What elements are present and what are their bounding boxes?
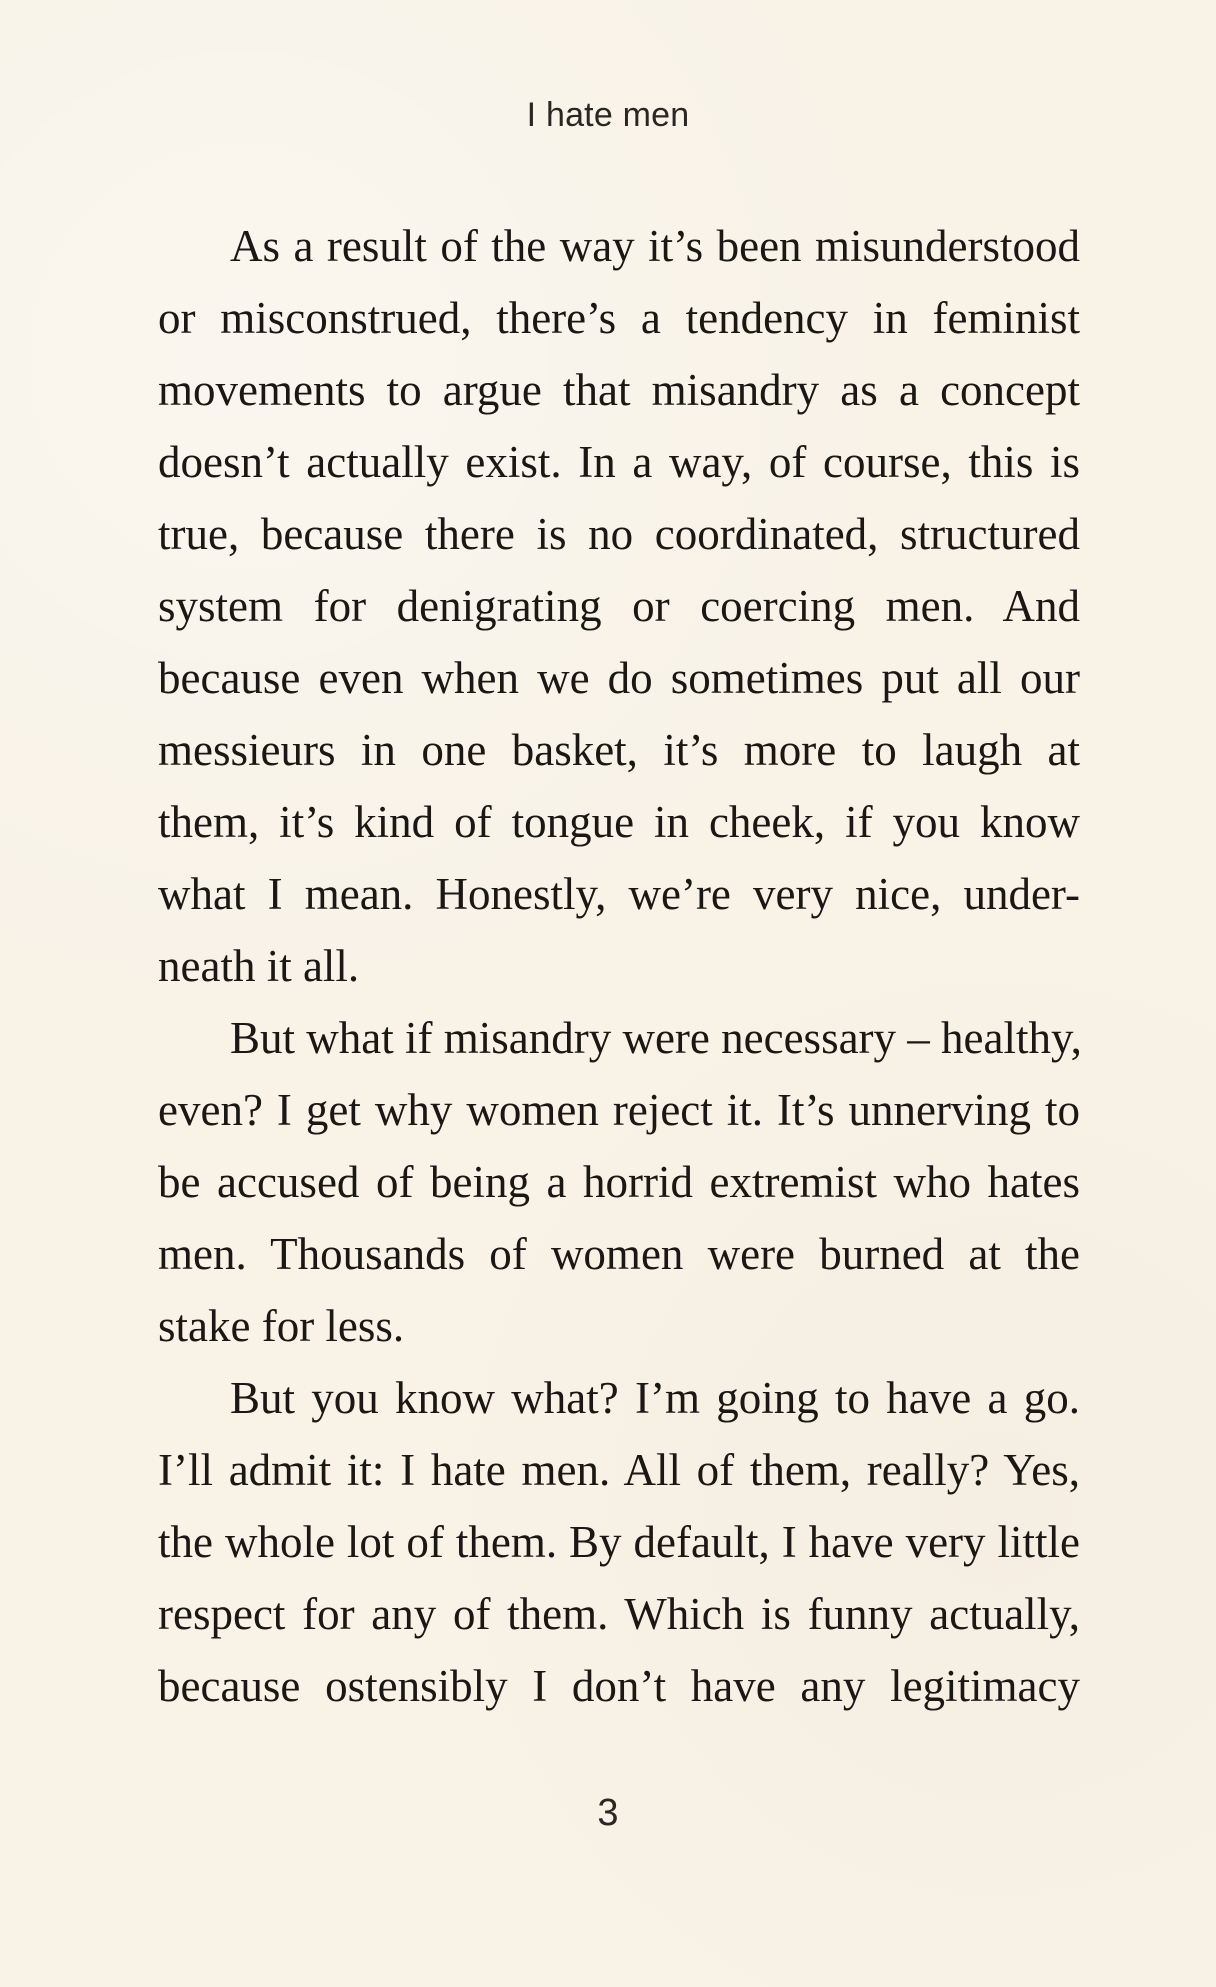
text-line: stake for less. (158, 1301, 405, 1351)
text-line: doesn’t actually exist. In a way, of course, this is (158, 437, 1080, 487)
text-line: neath it all. (158, 941, 360, 991)
text-line: men. Thousands of women were burned at the (158, 1229, 1080, 1279)
text-line: or misconstrued, there’s a tendency in feminist (158, 293, 1080, 343)
paragraph-2 (158, 1002, 1080, 1362)
text-line: what I mean. Honestly, we’re very nice, under- (158, 869, 1080, 919)
text-line: messieurs in one basket, it’s more to laugh at (158, 725, 1080, 775)
text-line: As a result of the way it’s been misunderstood (230, 221, 1080, 271)
text-line: be accused of being a horrid extremist who hates (158, 1157, 1080, 1207)
paragraph-1 (158, 210, 1080, 1002)
page-number: 3 (597, 1792, 619, 1834)
text-line: because ostensibly I don’t have any legitimacy (158, 1661, 1080, 1711)
text-line: But what if misandry were necessary – healthy, (230, 1013, 1082, 1063)
paragraph-3 (158, 1362, 1080, 1722)
running-head: I hate men (526, 96, 690, 134)
text-line: movements to argue that misandry as a concept (158, 365, 1080, 415)
text-line: But you know what? I’m going to have a go. (230, 1373, 1080, 1423)
text-line: the whole lot of them. By default, I have very little (158, 1517, 1080, 1567)
text-line: because even when we do sometimes put all our (158, 653, 1080, 703)
text-line: true, because there is no coordinated, structured (158, 509, 1080, 559)
text-line: them, it’s kind of tongue in cheek, if you know (158, 797, 1080, 847)
body-text (158, 210, 1080, 1722)
text-line: even? I get why women reject it. It’s unnerving to (158, 1085, 1080, 1135)
text-line: system for denigrating or coercing men. And (158, 581, 1080, 631)
text-line: I’ll admit it: I hate men. All of them, really? Yes, (158, 1445, 1080, 1495)
text-line: respect for any of them. Which is funny actually, (158, 1589, 1080, 1639)
